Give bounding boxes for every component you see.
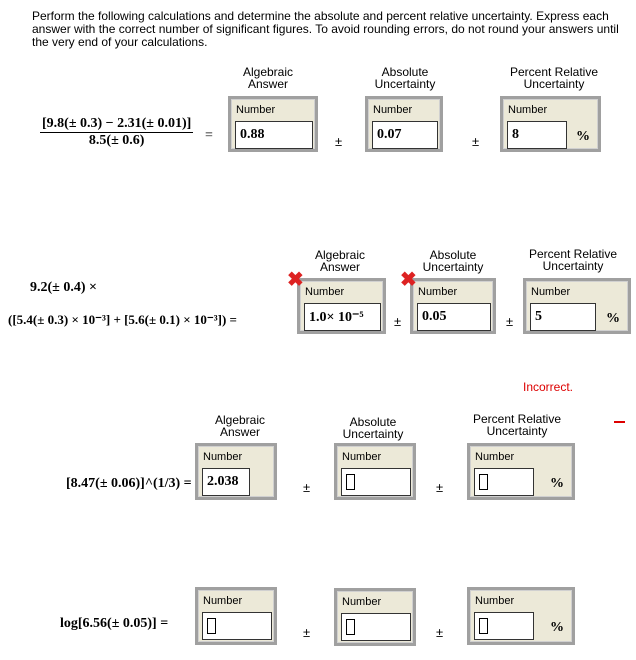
plus-minus: ± bbox=[436, 480, 444, 495]
percent-input-2[interactable]: 5 bbox=[530, 303, 596, 331]
instructions: Perform the following calculations and determine the absolute and percent relative uncertainty. Express each answer with the correct number of significant figures. To avoid rounding errors, do not round your answers until the very end of your calculations. bbox=[32, 9, 619, 49]
header-percent: Percent Relative Uncertainty bbox=[509, 65, 599, 91]
red-mark bbox=[614, 421, 625, 423]
percent-input-3[interactable] bbox=[474, 468, 534, 496]
equation-2-line2: ([5.4(± 0.3) × 10⁻³] + [5.6(± 0.1) × 10⁻³]) = bbox=[8, 312, 237, 327]
percent-sign: % bbox=[550, 620, 564, 635]
header-algebraic: Algebraic Answer bbox=[242, 65, 294, 91]
incorrect-x-icon: ✖ bbox=[400, 269, 417, 291]
absolute-input-2[interactable]: 0.05 bbox=[417, 303, 491, 331]
header-percent: Percent Relative Uncertainty bbox=[472, 412, 562, 438]
equation-4: log[6.56(± 0.05)] = bbox=[60, 616, 169, 631]
percent-box-2 bbox=[523, 278, 631, 334]
number-label: Number bbox=[236, 104, 276, 116]
algebraic-input-1[interactable]: 0.88 bbox=[235, 121, 313, 149]
plus-minus: ± bbox=[436, 625, 444, 640]
header-algebraic: Algebraic Answer bbox=[314, 248, 366, 274]
number-label: Number bbox=[203, 451, 243, 463]
plus-minus: ± bbox=[394, 314, 402, 329]
feedback-incorrect: Incorrect. bbox=[523, 380, 574, 394]
number-label: Number bbox=[373, 104, 413, 116]
equation-2-line1: 9.2(± 0.4) × bbox=[30, 280, 97, 295]
header-absolute: Absolute Uncertainty bbox=[422, 248, 484, 274]
number-label: Number bbox=[305, 286, 345, 298]
number-label: Number bbox=[475, 451, 515, 463]
percent-sign: % bbox=[550, 476, 564, 491]
absolute-input-1[interactable]: 0.07 bbox=[372, 121, 438, 149]
percent-box-3 bbox=[467, 443, 575, 500]
number-label: Number bbox=[508, 104, 548, 116]
algebraic-input-4[interactable] bbox=[202, 612, 272, 640]
absolute-input-4[interactable] bbox=[341, 613, 411, 641]
absolute-input-3[interactable] bbox=[341, 468, 411, 496]
absolute-box-1 bbox=[365, 96, 443, 152]
algebraic-box-4 bbox=[195, 587, 277, 645]
incorrect-x-icon: ✖ bbox=[287, 269, 304, 291]
number-label: Number bbox=[475, 595, 515, 607]
equals: = bbox=[205, 128, 213, 143]
header-absolute: Absolute Uncertainty bbox=[342, 415, 404, 441]
percent-sign: % bbox=[576, 129, 590, 144]
absolute-box-3 bbox=[334, 443, 416, 500]
percent-input-4[interactable] bbox=[474, 612, 534, 640]
number-label: Number bbox=[531, 286, 571, 298]
algebraic-box-2 bbox=[297, 278, 386, 334]
plus-minus: ± bbox=[303, 480, 311, 495]
plus-minus: ± bbox=[303, 625, 311, 640]
plus-minus: ± bbox=[335, 134, 343, 149]
algebraic-box-1 bbox=[228, 96, 318, 152]
absolute-box-2 bbox=[410, 278, 496, 334]
percent-box-1 bbox=[500, 96, 601, 152]
percent-box-4 bbox=[467, 587, 575, 645]
number-label: Number bbox=[342, 451, 382, 463]
header-percent: Percent Relative Uncertainty bbox=[528, 247, 618, 273]
equation-1: [9.8(± 0.3) − 2.31(± 0.01)] 8.5(± 0.6) bbox=[42, 116, 192, 148]
percent-sign: % bbox=[606, 311, 620, 326]
number-label: Number bbox=[203, 595, 243, 607]
plus-minus: ± bbox=[472, 134, 480, 149]
header-algebraic: Algebraic Answer bbox=[214, 413, 266, 439]
plus-minus: ± bbox=[506, 314, 514, 329]
percent-input-1[interactable]: 8 bbox=[507, 121, 567, 149]
algebraic-input-3[interactable]: 2.038 bbox=[202, 468, 250, 496]
equation-3: [8.47(± 0.06)]^(1/3) = bbox=[66, 476, 192, 491]
number-label: Number bbox=[418, 286, 458, 298]
algebraic-box-3 bbox=[195, 443, 277, 500]
absolute-box-4 bbox=[334, 588, 416, 646]
algebraic-input-2[interactable]: 1.0× 10⁻⁵ bbox=[304, 303, 381, 331]
number-label: Number bbox=[342, 596, 382, 608]
header-absolute: Absolute Uncertainty bbox=[374, 65, 436, 91]
